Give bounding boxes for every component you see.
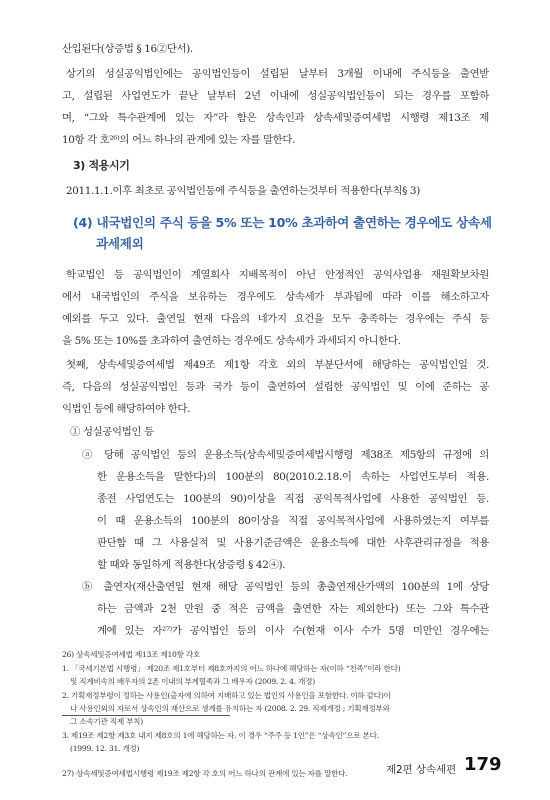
footnote-line: 3. 제19조 제2항 제3호 내지 제8호의 1에 해당하는 자. 이 경우 “주주 등 1인”은 “상속인”으로 본다.	[62, 731, 379, 740]
footnote-line: 나 사용인외의 자로서 상속인의 재산으로 생계를 유지하는 자 (2008. 2. 29. 직제개정 ; 기획재정부와	[70, 704, 390, 713]
body-line: 고, 설립된 사업연도가 끝난 날부터 2년 이내에 성실공익법인등이 되는 경우를 포함하	[62, 90, 490, 102]
body-line: 10항 각 호²⁶⁾의 어느 하나의 관계에 있는 자를 말한다.	[62, 134, 295, 146]
body-line: 첫째, 상속세및증여세법 제49조 제1항 각호 외의 부분단서에 해당하는 공익법인일 것.	[66, 359, 489, 371]
list-item-line: ⓐ 당해 공익법인 등의 운용소득(상속세및증여세법시행령 제38조 제5항의 규정에 의	[82, 449, 489, 461]
page-number: 179	[464, 754, 502, 775]
list-item-line: 이 때 운용소득의 100분의 80이상을 직접 공익목적사업에 사용하였는지 여부를	[97, 515, 489, 527]
footnote-line: 및 직계비속의 배우자의 2촌 이내의 부계혈족과 그 배우자 (2009. 2. 4. 개정)	[70, 677, 315, 686]
section-heading: (4) 내국법인의 주식 등을 5% 또는 10% 초과하여 출연하는 경우에도 상속세	[73, 215, 492, 230]
footnote: 27) 상속세및증여세법시행령 제19조 제2항 각 호의 어느 하나의 관계에 있는 자를 말한다.	[62, 769, 348, 778]
list-item-line: 할 때와 동일하게 적용한다(상증령 § 42④).	[97, 559, 286, 571]
footnote: 26) 상속세및증여세법 제13조 제10항 각호	[62, 650, 201, 659]
body-line: 산입된다(상증법 § 16②단서).	[62, 43, 193, 55]
footnote-line: (1999. 12. 31. 개정)	[70, 744, 140, 753]
body-line: 에서 내국법인의 주식을 보유하는 경우에도 상속세가 부과됨에 따라 이를 해소하고자	[62, 291, 489, 303]
list-item-line: 계에 있는 자²⁷⁾가 공익법인 등의 이사 수(현재 이사 수가 5명 미만인 경우에는	[97, 625, 489, 637]
body-line: 즉, 다음의 성실공익법인 등과 국가 등이 출연하여 설립한 공익법인 및 이에 준하는 공	[62, 381, 489, 393]
footnote-line: 2. 기획재정부령이 정하는 사용인(출자에 의하여 지배하고 있는 법인의 사용인을 포함한다. 이하 같다)이	[62, 691, 391, 700]
footnote-line: 그 소속기관 직제 부칙)	[70, 717, 143, 726]
body-line: 을 5% 또는 10%를 초과하여 출연하는 경우에도 상속세가 과세되지 아니한다.	[62, 335, 401, 347]
body-line: 상기의 성실공익법인에는 공익법인등이 설립된 날부터 3개월 이내에 주식등을 출연받	[66, 68, 489, 80]
list-item-line: 판단함 때 그 사용실적 및 사용기준금액은 운용소득에 대한 사후관리규정을 적용	[97, 537, 489, 549]
body-line: 예외를 두고 있다. 출연일 현재 다음의 네가지 요건을 모두 충족하는 경우에는 주식 등	[62, 313, 489, 325]
footnote-line: 1. 「국세기본법 시행령」 제20조 제1호부터 제8호까지의 어느 하나에 해당하는 자(이하 “친족”이라 한다)	[62, 664, 401, 673]
body-line: 2011.1.1.이후 최초로 공익법인등에 주식등을 출연하는것부터 적용한다(부칙§ 3)	[66, 185, 420, 197]
list-item-line: 한 운용소득을 말한다)의 100분의 80(2010.2.18.이 속하는 사업연도부터 적용.	[97, 471, 489, 483]
list-item-line: 하는 금액과 2천 만원 중 적은 금액을 출연한 자는 제외한다) 또는 그와 특수관	[97, 603, 489, 615]
running-footer: 제2편 상속세편	[386, 764, 457, 776]
subsection-heading: 3) 적용시기	[73, 159, 130, 172]
list-item-line: 종전 사업연도는 100분의 90)이상을 직접 공익목적사업에 사용한 공익법인 등.	[97, 493, 489, 505]
list-item-label: ① 성실공익법인 등	[70, 426, 154, 438]
body-line: 며, “그와 특수관계에 있는 자”라 함은 상속인과 상속세및증여세법 시행령 제13조 제	[62, 112, 489, 124]
list-item-line: ⓑ 출연자(재산출연일 현재 해당 공익법인 등의 총출연재산가액의 100분의 1에 상당	[82, 581, 489, 593]
body-line: 학교법인 등 공익법인이 계열회사 지배목적이 아닌 안정적인 공익사업용 재원확보차원	[66, 269, 489, 281]
body-line: 익법인 등에 해당하여야 한다.	[62, 403, 191, 415]
section-heading: 과세제외	[96, 236, 144, 251]
